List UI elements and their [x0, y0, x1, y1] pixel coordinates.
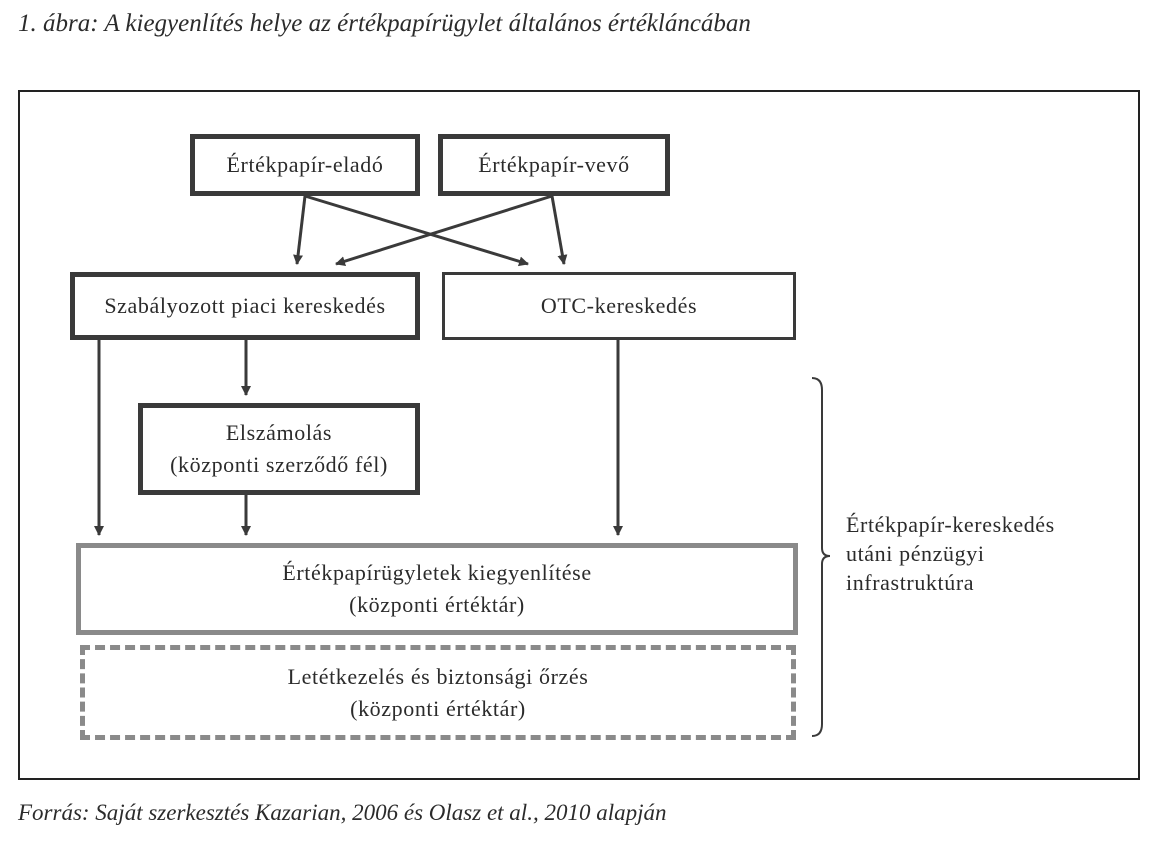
seller-box [190, 134, 420, 196]
bracket-label [846, 510, 1055, 597]
custody-sublabel: (központi értéktár) [350, 695, 526, 721]
settlement-label: Értékpapírügyletek kiegyenlítése [282, 560, 592, 585]
clearing-box [138, 403, 420, 495]
right-bracket [812, 378, 830, 736]
bracket-label-line3: infrastruktúra [846, 570, 975, 595]
clearing-sublabel: (központi szerződő fél) [170, 452, 388, 477]
arrow-seller-to-otc [305, 196, 528, 264]
buyer-box [438, 134, 670, 196]
buyer-label: Értékpapír-vevő [478, 152, 630, 177]
bracket-label-line1: Értékpapír-kereskedés [846, 512, 1055, 537]
clearing-label: Elszámolás [225, 420, 333, 445]
settlement-box [76, 543, 798, 635]
custody-label: Letétkezelés és biztonsági őrzés [287, 663, 589, 689]
bracket-label-line2: utáni pénzügyi [846, 541, 985, 566]
figure-title: 1. ábra: A kiegyenlítés helye az értékpapírügylet általános értékláncában [18, 10, 751, 37]
arrow-seller-to-regulated [297, 196, 305, 264]
regulated-trading-box [70, 272, 420, 340]
figure-source: Forrás: Saját szerkesztés Kazarian, 2006 és Olasz et al., 2010 alapján [18, 800, 667, 825]
settlement-sublabel: (központi értéktár) [349, 592, 525, 617]
otc-trading-box [442, 272, 796, 340]
arrow-buyer-to-otc [552, 196, 564, 264]
seller-label: Értékpapír-eladó [226, 152, 384, 177]
otc-trading-label: OTC-kereskedés [540, 293, 698, 318]
arrow-buyer-to-regulated [336, 196, 552, 264]
custody-box [80, 645, 796, 740]
regulated-trading-label: Szabályozott piaci kereskedés [104, 293, 386, 318]
